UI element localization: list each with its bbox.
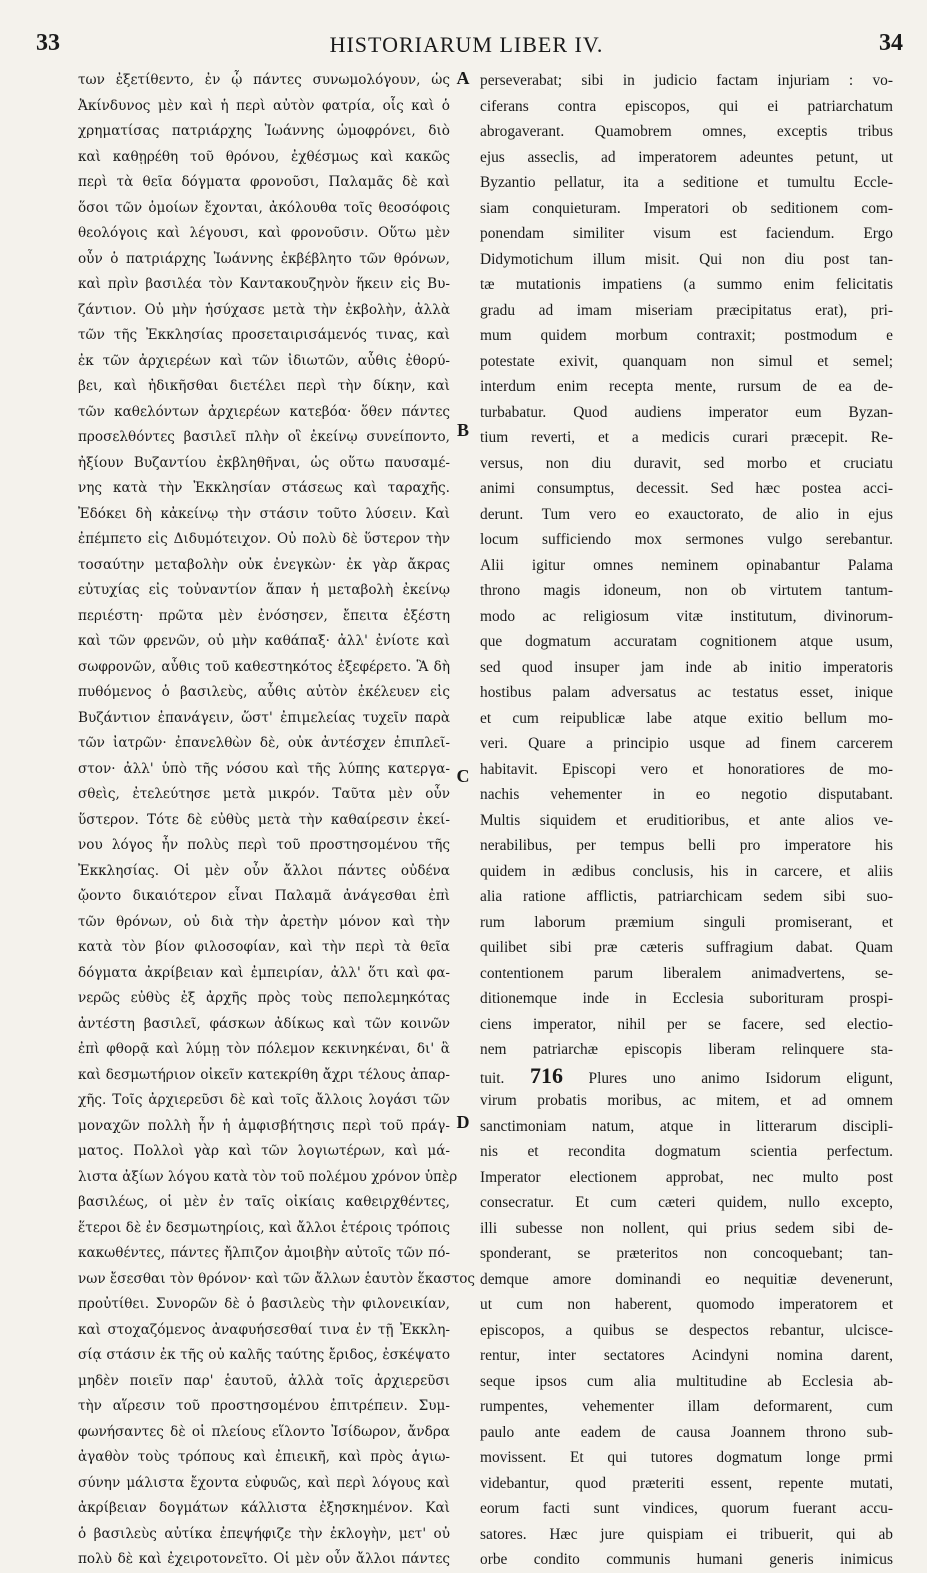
greek-line: στον· ἀλλ' ὑπὸ τῆς νόσου καὶ τῆς λύπης κατεργα- bbox=[78, 760, 450, 777]
latin-line: sponderant, se præteritos non concoquebant; tan- bbox=[480, 1245, 893, 1262]
latin-line: que dogmatum accuratam cognitionem atque usum, bbox=[480, 633, 893, 650]
latin-line: et cum reipublicæ labe atque exitio bellum mo- bbox=[480, 709, 893, 727]
greek-line: τῶν τῆς Ἐκκλησίας προσεταιρισάμενός τινας, καὶ bbox=[78, 327, 450, 343]
original-page-number: 716 bbox=[529, 1062, 563, 1088]
latin-line: paulo ante eadem de causa Joannem throno sub- bbox=[480, 1423, 893, 1441]
latin-line: ejus asseclis, ad imperatorem adeuntes petunt, ut bbox=[480, 148, 893, 166]
latin-line: Imperator electionem approbat, nec multo post bbox=[480, 1168, 893, 1186]
greek-line: ὅσοι τῶν ὁμοίων ἔχονται, ἀκόλουθα τοῖς θεοσόφοις bbox=[78, 199, 450, 216]
latin-line: ditionemque inde in Ecclesia suborituram prospi- bbox=[480, 990, 893, 1007]
greek-line: Ἐδόκει δὴ κἀκείνῳ τὴν στάσιν τοῦτο λύσειν. Καὶ bbox=[78, 505, 450, 522]
latin-line: interdum enim recepta mente, rursum de ea de- bbox=[480, 378, 893, 395]
latin-line: videbantur, quod præteriti essent, repente mutati, bbox=[480, 1474, 893, 1492]
section-marker-a: A bbox=[456, 68, 470, 88]
greek-line: ὕστερον. Τότε δὲ εὐθὺς μετὰ τὴν καθαίρεσιν ἐκεί- bbox=[78, 811, 450, 828]
latin-line: tium reverti, et a medicis curari præcepit. Re- bbox=[480, 429, 893, 446]
greek-line: ἀγαθὸν τοὺς τρόπους καὶ ἐπιεικῆ, καὶ πρὸς ἁγιω- bbox=[78, 1449, 450, 1465]
greek-line: καὶ στοχαζόμενος ἀναφυήσεσθαί τινα ἐν τῇ Ἐκκλη- bbox=[78, 1321, 450, 1338]
latin-line: versus, non diu duravit, sed morbo et cruciatu bbox=[480, 454, 893, 472]
latin-line: Multis siquidem et eruditioribus, et ante alios ve- bbox=[480, 811, 893, 829]
latin-line-segment: tuit. bbox=[480, 1069, 505, 1087]
latin-line: modo ac religiosum vitæ institutum, divinorum- bbox=[480, 607, 893, 625]
greek-line: θεολόγοις καὶ λέγουσι, καὶ φρονοῦσιν. Οὕτω μὲν bbox=[78, 225, 450, 241]
latin-text-column bbox=[480, 68, 893, 1568]
latin-line: orbe condito communis humani generis inimicus bbox=[480, 1551, 893, 1568]
latin-line: Didymotichum illum misit. Qui non diu post tan- bbox=[480, 250, 893, 268]
latin-line: consecratur. Et cum cæteri quidem, nullo excepto, bbox=[480, 1194, 893, 1211]
running-title: HISTORIARUM LIBER IV. bbox=[329, 32, 604, 57]
latin-line: Alii igitur omnes neminem opinabantur Palama bbox=[480, 556, 893, 574]
page-number-right: 34 bbox=[879, 30, 903, 56]
latin-line: rumpentes, vehementer illam deformarent, cum bbox=[480, 1398, 893, 1415]
latin-line: satores. Hæc jure quispiam ei tribuerit, qui ab bbox=[480, 1525, 893, 1543]
latin-line: ciens imperator, nihil per se facere, sed electio- bbox=[480, 1015, 893, 1033]
greek-line: καὶ τῶν φρενῶν, οὐ μὴν καθάπαξ· ἀλλ' ἐνίοτε καὶ bbox=[78, 633, 450, 649]
greek-line: σωφρονῶν, αὖθις τοῦ καθεστηκότος ἐξεφέρετο. Ἃ δὴ bbox=[78, 658, 450, 675]
latin-line: ciferans contra episcopos, qui ei patriarchatum bbox=[480, 97, 893, 115]
latin-line: contentionem parum liberalem animadvertens, se- bbox=[480, 964, 893, 982]
greek-line: ὁ βασιλεὺς αὐτίκα ἐπεψήφιζε τὴν ἐκλογὴν, μετ' οὐ bbox=[78, 1525, 450, 1542]
greek-line: ἀντέστη βασιλεῖ, φάσκων ἀδίκως καὶ τῶν κοινῶν bbox=[78, 1015, 450, 1032]
greek-line: δόγματα ἀκρίβειαν καὶ ἐμπειρίαν, ἀλλ' ὅτι καὶ φα- bbox=[78, 964, 450, 981]
latin-line: movissent. Et qui tutores dogmatum longe prmi bbox=[480, 1449, 893, 1466]
greek-line: μηδὲν ποιεῖν παρ' ἑαυτοῦ, ἀλλὰ τοῖς ἀρχιερεῦσι bbox=[78, 1372, 450, 1389]
greek-line: ματος. Πολλοὶ γὰρ καὶ τῶν λογιωτέρων, καὶ μά- bbox=[78, 1143, 450, 1159]
latin-line: quilibet sibi præ cæteris suffragium dabat. Quam bbox=[480, 939, 893, 956]
latin-line: throno magis idoneum, non ob virtutem tantum- bbox=[480, 582, 893, 599]
latin-line: demque amore dominandi eo nequitiæ devenerunt, bbox=[480, 1270, 893, 1288]
greek-line: προὐτίθει. Συνορῶν δὲ ὁ βασιλεὺς τὴν φιλονεικίαν, bbox=[78, 1296, 450, 1312]
latin-line: animi consumptus, decessit. Sed hæc postea acci- bbox=[480, 480, 893, 497]
greek-line: νου λόγος ἦν πολὺς περὶ τοῦ προστησομένου τῆς bbox=[78, 837, 450, 853]
latin-line: illi subesse non nollent, qui prius sedem sibi de- bbox=[480, 1219, 893, 1237]
greek-line: νερῶς εὐθὺς ἐξ ἀρχῆς πρὸς τοὺς πεπολεμηκότας bbox=[78, 990, 450, 1006]
latin-line: nachis vehementer in eo negotio disputabant. bbox=[480, 786, 893, 803]
greek-text-column bbox=[78, 68, 476, 1567]
latin-line: virum probatis moribus, ac mitem, et ad omnem bbox=[480, 1092, 893, 1109]
greek-line: Ἀκίνδυνος μὲν καὶ ἡ περὶ αὐτὸν φατρία, οἷς καὶ ὁ bbox=[78, 97, 450, 114]
greek-line: περὶ τὰ θεῖα δόγματα φρονοῦσι, Παλαμᾶς δὲ καὶ bbox=[78, 174, 450, 190]
latin-line: nem patriarchæ episcopis liberam relinquere sta- bbox=[480, 1041, 893, 1058]
greek-line: λιστα ἀξίων λόγου κατὰ τὸν τοῦ πολέμου χρόνον ὑπὲρ bbox=[78, 1168, 458, 1185]
latin-line: locum sufficiendo mox sermones vulgo serebantur. bbox=[480, 531, 893, 548]
latin-line: seque ipsos cum alia multitudine ab Ecclesia ab- bbox=[480, 1372, 893, 1390]
latin-line: rum laborum præmium singuli promiserant, et bbox=[480, 913, 893, 931]
greek-line: βει, καὶ ἠδικῆσθαι διετέλει περὶ τὴν δίκην, καὶ bbox=[78, 378, 450, 394]
latin-line: perseverabat; sibi in judicio factam injuriam : vo- bbox=[480, 72, 893, 89]
greek-line: τῶν καθελόντων ἀρχιερέων κατεβόα· ὅθεν πάντες bbox=[78, 403, 450, 420]
greek-line: ἀκρίβειαν δογμάτων κάλλιστα ἐξησκημένον. Καὶ bbox=[78, 1500, 450, 1516]
latin-line-segment: Plures uno animo Isidorum eligunt, bbox=[588, 1069, 893, 1087]
greek-line: ζάντιον. Οὐ μὴν ἡσύχασε μετὰ τὴν ἐκβολὴν, ἀλλὰ bbox=[78, 301, 450, 318]
latin-line: nerabilibus, per tempus belli pro imperatore his bbox=[480, 837, 893, 854]
latin-line: nis et recondita dogmatum scientia perfectum. bbox=[480, 1143, 893, 1160]
page-header bbox=[28, 30, 905, 56]
latin-line: derunt. Tum vero eo exauctorato, de alio in ejus bbox=[480, 505, 893, 523]
greek-line: βασιλέως, οἱ μὲν ἐν ταῖς οἰκίαις καθειρχθέντες, bbox=[78, 1194, 450, 1210]
greek-line: ἐπέμπετο εἰς Διδυμότειχον. Οὐ πολὺ δὲ ὕστερον τὴν bbox=[78, 531, 450, 547]
latin-line: ut cum non haberent, quomodo imperatorem et bbox=[480, 1296, 893, 1313]
greek-line: οὖν ὁ πατριάρχης Ἰωάννης ἐκβέβλητο τῶν θρόνων, bbox=[78, 250, 450, 267]
greek-line: Ἐκκλησίας. Οἱ μὲν οὖν ἄλλοι πάντες οὐδένα bbox=[78, 862, 450, 879]
latin-line: abrogaverant. Quamobrem omnes, exceptis tribus bbox=[480, 123, 893, 140]
greek-line: κατὰ τὸν βίον φιλοσοφίαν, καὶ τὴν περὶ τὰ θεῖα bbox=[78, 939, 450, 955]
greek-line: φωνήσαντες δὲ οἱ πλείους εἵλοντο Ἰσίδωρον, ἄνδρα bbox=[78, 1423, 450, 1440]
page-number-left: 33 bbox=[36, 30, 60, 56]
greek-line: ᾤοντο δικαιότερον εἶναι Παλαμᾶ ἀνάγεσθαι ἐπὶ bbox=[78, 888, 450, 904]
latin-line: rentur, inter sectatores Acindyni nomina darent, bbox=[480, 1347, 893, 1364]
greek-line: ἕτεροι δὲ ἐν δεσμωτηρίοις, καὶ ἄλλοι ἑτέροις τρόποις bbox=[78, 1219, 450, 1236]
greek-line: ἐκ τῶν ἀρχιερέων καὶ τῶν ἰδιωτῶν, αὖθις ἐθορύ- bbox=[78, 352, 450, 369]
greek-line: χρηματίσας πατριάρχης Ἰωάννης ὡμοφρόνει, διὸ bbox=[78, 123, 450, 139]
latin-line: hostibus palam adversatus ac testatus esset, inique bbox=[480, 684, 893, 701]
greek-line: νων ἔσεσθαι τὸν θρόνον· καὶ τῶν ἄλλων ἑαυτὸν ἕκαστος bbox=[78, 1270, 476, 1287]
greek-line: τοσαύτην μεταβολὴν οὐκ ἐνεγκὼν· ἐκ γὰρ ἄκρας bbox=[78, 556, 450, 573]
greek-line: τῶν ἰατρῶν· ἐπανελθὼν δὲ, οὐκ ἀντέσχεν ἐπιπλεῖ- bbox=[78, 735, 450, 751]
greek-line: σίᾳ στάσιν ἐκ τῆς οὐ καλῆς ταύτης ἔριδος, ἐσκέψατο bbox=[78, 1347, 450, 1363]
greek-line: χῆς. Τοῖς ἀρχιερεῦσι δὲ καὶ τοῖς ἄλλοις λογάσι τῶν bbox=[78, 1092, 450, 1108]
latin-line bbox=[480, 1063, 893, 1089]
latin-line: alia ratione afflictis, patriarchicam sedem sibi suo- bbox=[480, 888, 893, 905]
greek-line: εὐτυχίας εἰς τοὐναντίον ἅπαν ἡ μεταβολὴ ἐκείνῳ bbox=[78, 582, 450, 598]
latin-line: eorum facti sunt vindices, quorum fuerant accu- bbox=[480, 1500, 893, 1517]
latin-line: sed quod insuper jam inde ab initio imperatoris bbox=[480, 658, 893, 676]
greek-line: σθεὶς, ἐτελεύτησε μετὰ μικρόν. Ταῦτα μὲν οὖν bbox=[78, 786, 450, 802]
greek-line: πολὺ δὲ καὶ ἐχειροτονεῖτο. Οἱ μὲν οὖν ἄλλοι πάντες bbox=[78, 1551, 450, 1567]
latin-line: sanctimoniam natum, atque in litterarum discipli- bbox=[480, 1117, 893, 1135]
greek-line: σύνην μάλιστα ἔχοντα εὐφυῶς, καὶ περὶ λόγους καὶ bbox=[78, 1474, 450, 1491]
greek-line: πυθόμενος ὁ βασιλεὺς, αὖθις αὐτὸν ἐκέλευεν εἰς bbox=[78, 684, 450, 700]
greek-line: ἐπὶ φθορᾷ καὶ λύμῃ τὸν πόλεμον κεκινηκέναι, δι' ἃ bbox=[78, 1041, 450, 1057]
section-marker-d: D bbox=[456, 1112, 470, 1132]
latin-line: ponendam similiter visum est faciendum. Ergo bbox=[480, 225, 893, 242]
greek-line: μοναχῶν πολλὴ ἦν ἡ ἀμφισβήτησις περὶ τοῦ πράγ- bbox=[78, 1117, 450, 1134]
greek-line: ἠξίουν Βυζαντίου ἐκβληθῆναι, ὡς οὕτω παυσαμέ- bbox=[78, 454, 450, 471]
latin-line: mum quidem morbum contraxit; postmodum e bbox=[480, 327, 893, 344]
latin-line: veri. Quare a principio usque ad finem carcerem bbox=[480, 735, 893, 752]
greek-line: περιέστη· πρῶτα μὲν ἐνόσησεν, ἔπειτα ἐξέστη bbox=[78, 607, 450, 624]
section-marker-b: B bbox=[456, 420, 469, 440]
greek-line: καὶ καθῃρέθη τοῦ θρόνου, ἐχθέσμως καὶ κακῶς bbox=[78, 148, 450, 165]
latin-line: gradu ad imam miseriam præcipitatus erat), pri- bbox=[480, 301, 893, 319]
greek-line: καὶ δεσμωτήριον οἰκεῖν κατεκρίθη ἄχρι τέλους ἀπαρ- bbox=[78, 1066, 450, 1083]
section-marker-c: C bbox=[456, 766, 470, 786]
latin-line: quidem in ædibus conclusis, his in carcere, et aliis bbox=[480, 862, 893, 880]
greek-line: τῶν θρόνων, οὐ διὰ τὴν ἀρετὴν μόνον καὶ τὴν bbox=[78, 913, 450, 930]
greek-line: καὶ πρὶν βασιλέα τὸν Καντακουζηνὸν ἥκειν εἰς Βυ- bbox=[78, 276, 450, 292]
greek-line: νης κατὰ τὴν Ἐκκλησίαν στάσεως καὶ ταραχῆς. bbox=[78, 480, 450, 496]
greek-line: προσελθόντες βασιλεῖ πλὴν οἳ ἐκείνῳ συνείποντο, bbox=[78, 429, 450, 445]
latin-line: turbabatur. Quod audiens imperator eum Byzan- bbox=[480, 403, 893, 421]
latin-line: habitavit. Episcopi vero et honoratiores de mo- bbox=[480, 760, 893, 778]
greek-line: κακωθέντες, πάντες ἤλπιζον ἀμοιβὴν αὐτοῖς τῶν πό- bbox=[78, 1245, 450, 1261]
latin-line: tæ mutationis impatiens (a summo enim felicitatis bbox=[480, 276, 893, 293]
latin-line: potestate exivit, quanquam non simul et semel; bbox=[480, 352, 893, 370]
latin-line: Byzantio pellatur, ita a seditione et tumultu Eccle- bbox=[480, 174, 893, 191]
greek-line: των ἐξετίθεντο, ἐν ᾧ πάντες συνωμολόγουν, ὡς bbox=[78, 72, 450, 88]
greek-line: τὴν αἵρεσιν τοῦ προστησομένου ἐπιτρέπειν. Συμ- bbox=[78, 1398, 450, 1414]
greek-line: Βυζάντιον ἐπανάγειν, ὥστ' ἐπιμελείας τυχεῖν παρὰ bbox=[78, 709, 450, 726]
latin-line: siam conquieturam. Imperatori ob seditionem com- bbox=[480, 199, 893, 217]
latin-line: episcopos, a quibus se despectos rebantur, ulcisce- bbox=[480, 1321, 893, 1339]
